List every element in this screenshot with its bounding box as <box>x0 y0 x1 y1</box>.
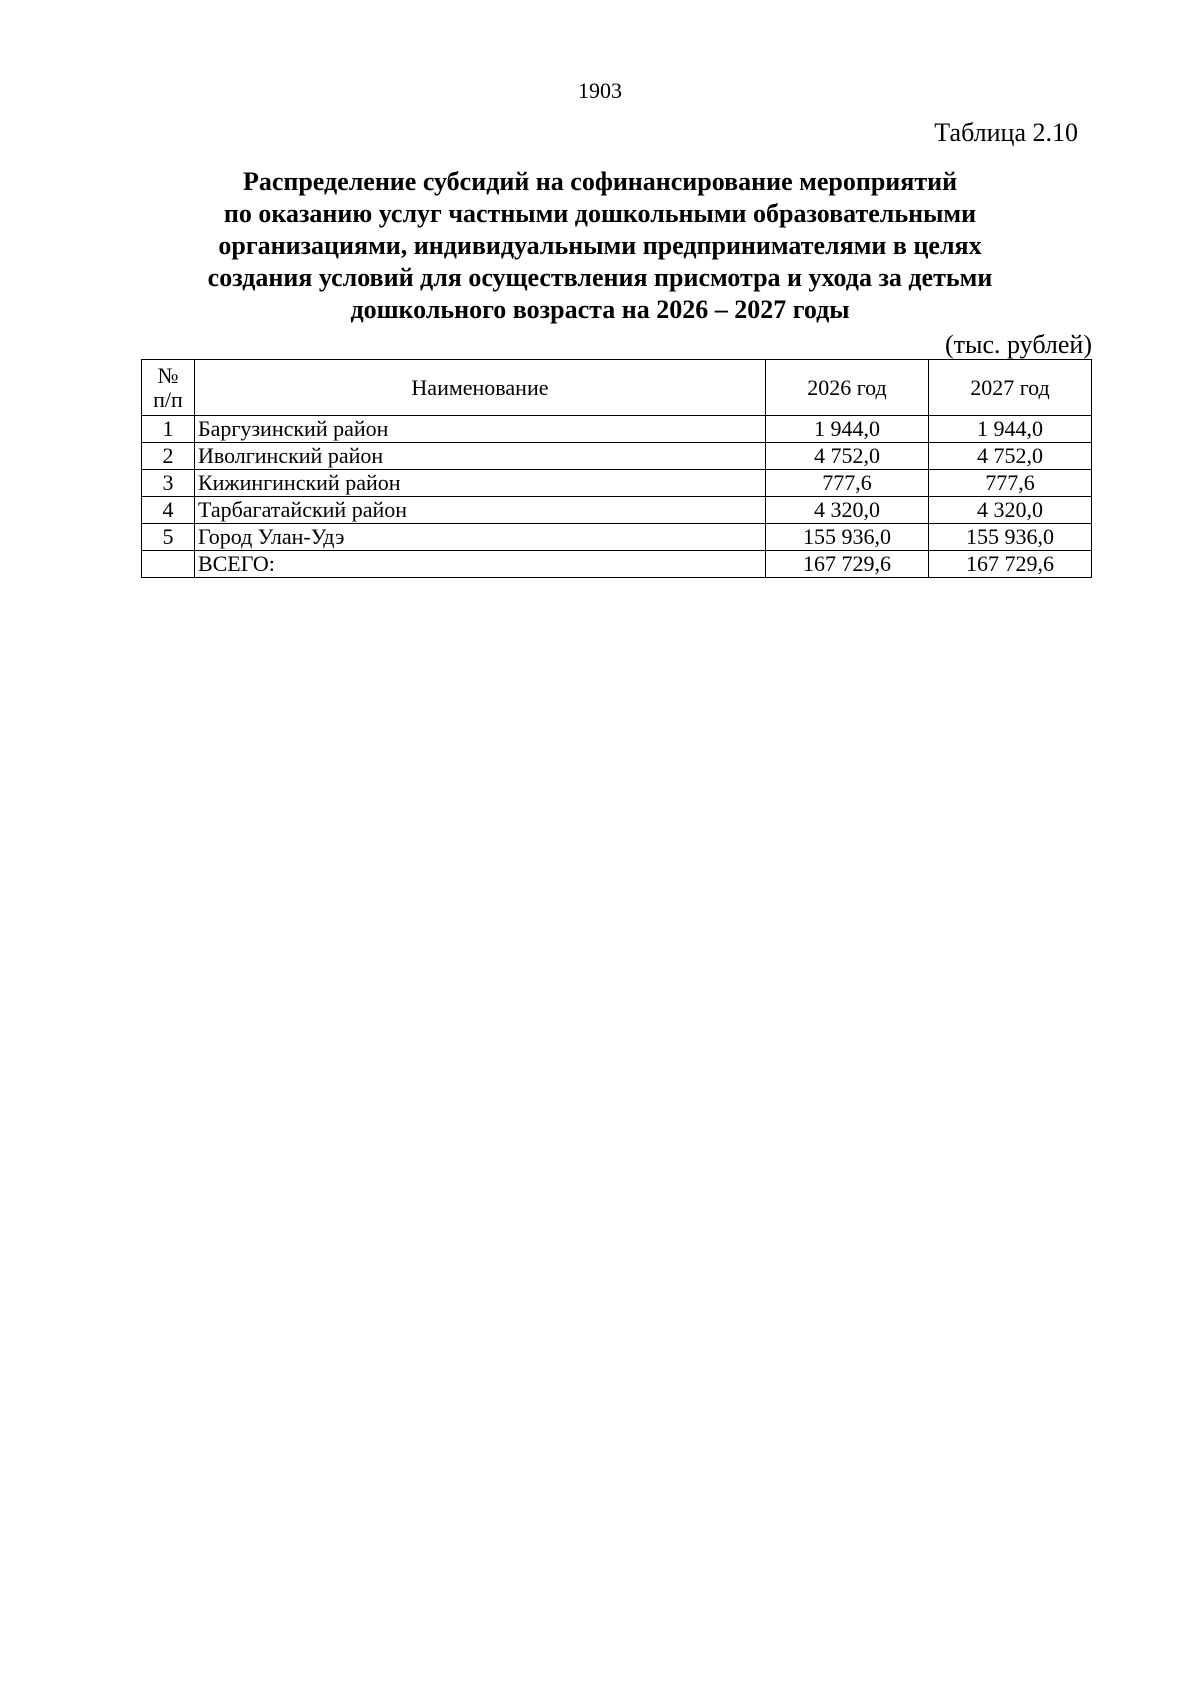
title-line: по оказанию услуг частными дошкольными образовательными <box>223 199 977 228</box>
document-title <box>150 166 1050 326</box>
row-value-2027: 155 936,0 <box>928 524 1091 551</box>
table-header-row <box>142 360 1092 416</box>
table-row <box>142 416 1092 443</box>
table-row <box>142 524 1092 551</box>
subsidy-table <box>141 359 1092 578</box>
row-name: Тарбагатайский район <box>194 497 765 524</box>
row-number: 2 <box>142 443 195 470</box>
page-number: 1903 <box>578 78 622 103</box>
units-label: (тыс. рублей) <box>944 330 1092 359</box>
row-value-2026: 4 752,0 <box>765 443 928 470</box>
row-value-2027: 4 320,0 <box>928 497 1091 524</box>
title-line: создания условий для осуществления присмотра и ухода за детьми <box>207 263 993 292</box>
header-name: Наименование <box>194 360 765 416</box>
header-number-line2: п/п <box>153 386 183 412</box>
row-value-2027: 1 944,0 <box>928 416 1091 443</box>
total-row-number <box>142 551 195 578</box>
header-number <box>142 360 195 416</box>
row-number: 3 <box>142 470 195 497</box>
row-name: Баргузинский район <box>194 416 765 443</box>
table-row <box>142 497 1092 524</box>
row-name: Иволгинский район <box>194 443 765 470</box>
title-line: Распределение субсидий на софинансирование мероприятий <box>242 167 958 196</box>
table-row <box>142 443 1092 470</box>
row-value-2026: 777,6 <box>765 470 928 497</box>
row-value-2026: 4 320,0 <box>765 497 928 524</box>
table-row <box>142 470 1092 497</box>
row-number: 1 <box>142 416 195 443</box>
total-row-name: ВСЕГО: <box>194 551 765 578</box>
table-total-row <box>142 551 1092 578</box>
row-number: 5 <box>142 524 195 551</box>
row-value-2027: 4 752,0 <box>928 443 1091 470</box>
table-label: Таблица 2.10 <box>934 118 1078 147</box>
header-year-2027: 2027 год <box>928 360 1091 416</box>
row-number: 4 <box>142 497 195 524</box>
total-value-2027: 167 729,6 <box>928 551 1091 578</box>
title-line: дошкольного возраста на 2026 – 2027 годы <box>350 295 850 324</box>
row-value-2026: 155 936,0 <box>765 524 928 551</box>
row-value-2027: 777,6 <box>928 470 1091 497</box>
row-name: Город Улан-Удэ <box>194 524 765 551</box>
total-value-2026: 167 729,6 <box>765 551 928 578</box>
header-number-line1: № <box>157 362 179 388</box>
header-year-2026: 2026 год <box>765 360 928 416</box>
row-name: Кижингинский район <box>194 470 765 497</box>
row-value-2026: 1 944,0 <box>765 416 928 443</box>
title-line: организациями, индивидуальными предпринимателями в целях <box>218 231 982 260</box>
